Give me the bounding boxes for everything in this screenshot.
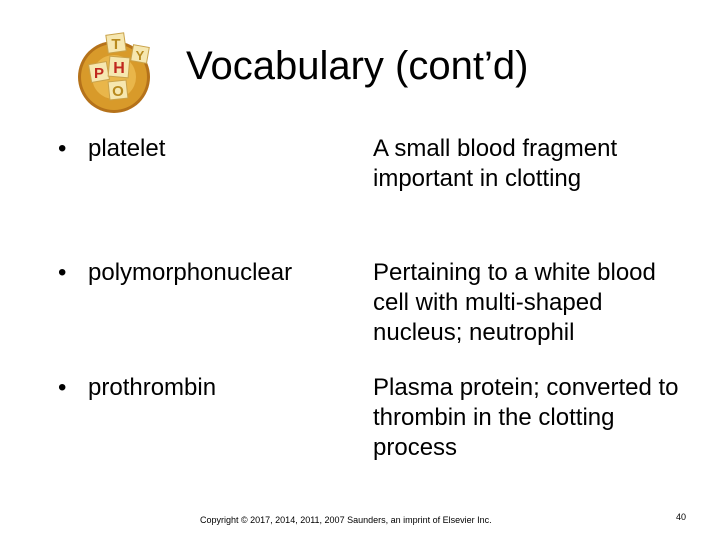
logo-letter-p: P [93,65,105,82]
logo-tile-h [108,56,130,78]
definition [373,373,713,463]
definition [373,258,713,348]
bullet: • [58,374,67,401]
bullet: • [58,135,67,162]
logo-letter-o: O [112,83,124,100]
term-text: platelet [88,135,166,162]
definition-line: process [373,434,458,461]
term [58,134,165,164]
term [58,373,216,403]
logo-tile-y [131,45,150,64]
logo-tile-o [108,80,128,100]
slide-title: Vocabulary (cont’d) [186,44,529,88]
definition-line: Pertaining to a white blood [373,259,656,286]
definition [373,134,713,194]
page-number: 40 [676,512,687,522]
definition-line: thrombin in the clotting [373,404,615,431]
logo [76,30,162,116]
definition-line: cell with multi-shaped [373,289,603,316]
definition-line: Plasma protein; converted to [373,374,679,401]
copyright-footer: Copyright © 2017, 2014, 2011, 2007 Saunders, an imprint of Elsevier Inc. [200,515,492,525]
definition-line: nucleus; neutrophil [373,319,575,346]
logo-graphic [76,30,162,116]
term-text: polymorphonuclear [88,259,293,286]
term-text: prothrombin [88,374,217,401]
logo-tile-p [89,62,110,83]
definition-line: A small blood fragment [373,135,618,162]
logo-tile-t [106,33,126,53]
logo-letter-h: H [113,60,125,77]
definition-line: important in clotting [373,165,582,192]
logo-letter-t: T [111,36,121,53]
bullet: • [58,259,67,286]
logo-letter-y: Y [135,48,145,63]
term [58,258,292,288]
